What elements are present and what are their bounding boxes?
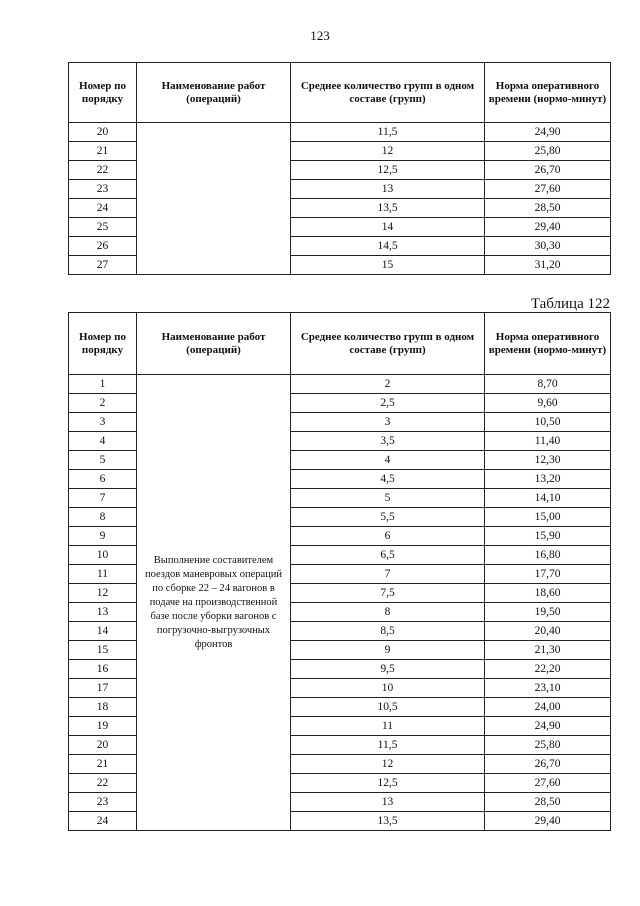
cell-num: 4 xyxy=(69,432,137,451)
cell-num: 2 xyxy=(69,394,137,413)
cell-groups: 4 xyxy=(291,451,485,470)
cell-num: 18 xyxy=(69,698,137,717)
cell-norm: 18,60 xyxy=(485,584,611,603)
cell-groups: 13 xyxy=(291,793,485,812)
cell-groups: 6,5 xyxy=(291,546,485,565)
table-row xyxy=(69,123,611,142)
header-name: Наименование работ (операций) xyxy=(137,313,291,375)
cell-num: 17 xyxy=(69,679,137,698)
cell-num: 3 xyxy=(69,413,137,432)
cell-num: 11 xyxy=(69,565,137,584)
cell-norm: 11,40 xyxy=(485,432,611,451)
cell-num: 23 xyxy=(69,180,137,199)
cell-groups: 4,5 xyxy=(291,470,485,489)
cell-num: 24 xyxy=(69,812,137,831)
cell-num: 26 xyxy=(69,237,137,256)
cell-groups: 13,5 xyxy=(291,812,485,831)
cell-norm: 27,60 xyxy=(485,180,611,199)
cell-norm: 19,50 xyxy=(485,603,611,622)
cell-norm: 24,90 xyxy=(485,123,611,142)
cell-groups: 12,5 xyxy=(291,774,485,793)
cell-num: 27 xyxy=(69,256,137,275)
cell-groups: 8,5 xyxy=(291,622,485,641)
table-body xyxy=(69,375,611,831)
cell-norm: 17,70 xyxy=(485,565,611,584)
cell-groups: 10 xyxy=(291,679,485,698)
cell-norm: 20,40 xyxy=(485,622,611,641)
cell-norm: 15,90 xyxy=(485,527,611,546)
cell-num: 20 xyxy=(69,123,137,142)
cell-groups: 14,5 xyxy=(291,237,485,256)
cell-norm: 31,20 xyxy=(485,256,611,275)
cell-num: 22 xyxy=(69,161,137,180)
cell-groups: 9,5 xyxy=(291,660,485,679)
cell-groups: 2 xyxy=(291,375,485,394)
cell-norm: 10,50 xyxy=(485,413,611,432)
cell-norm: 26,70 xyxy=(485,161,611,180)
cell-norm: 24,00 xyxy=(485,698,611,717)
cell-norm: 27,60 xyxy=(485,774,611,793)
table-header-row xyxy=(69,313,611,375)
cell-num: 6 xyxy=(69,470,137,489)
cell-norm: 24,90 xyxy=(485,717,611,736)
cell-norm: 22,20 xyxy=(485,660,611,679)
cell-groups: 9 xyxy=(291,641,485,660)
cell-num: 5 xyxy=(69,451,137,470)
cell-groups: 12,5 xyxy=(291,161,485,180)
cell-groups: 5,5 xyxy=(291,508,485,527)
cell-norm: 28,50 xyxy=(485,793,611,812)
operation-description xyxy=(137,123,291,275)
cell-groups: 14 xyxy=(291,218,485,237)
cell-num: 21 xyxy=(69,142,137,161)
cell-groups: 6 xyxy=(291,527,485,546)
table-row xyxy=(69,375,611,394)
cell-num: 13 xyxy=(69,603,137,622)
operation-description: Выполнение составителем поездов маневровых операций по сборке 22 – 24 вагонов в подаче на производственной базе после уборки вагонов с погрузочно-выгрузочных фронтов xyxy=(137,375,291,831)
page-number: 123 xyxy=(310,28,330,43)
cell-num: 9 xyxy=(69,527,137,546)
table-caption: Таблица 122 xyxy=(530,296,610,312)
cell-norm: 25,80 xyxy=(485,142,611,161)
header-norm: Норма оперативного времени (нормо-минут) xyxy=(485,313,611,375)
cell-groups: 12 xyxy=(291,142,485,161)
cell-num: 21 xyxy=(69,755,137,774)
header-groups: Среднее количество групп в одном составе (групп) xyxy=(291,313,485,375)
table-body xyxy=(69,123,611,275)
cell-norm: 12,30 xyxy=(485,451,611,470)
norms-table-continued xyxy=(68,62,611,275)
cell-num: 15 xyxy=(69,641,137,660)
cell-num: 19 xyxy=(69,717,137,736)
cell-groups: 11 xyxy=(291,717,485,736)
cell-groups: 3 xyxy=(291,413,485,432)
header-name: Наименование работ (операций) xyxy=(137,63,291,123)
header-groups: Среднее количество групп в одном составе (групп) xyxy=(291,63,485,123)
cell-num: 16 xyxy=(69,660,137,679)
cell-norm: 9,60 xyxy=(485,394,611,413)
cell-num: 23 xyxy=(69,793,137,812)
cell-norm: 15,00 xyxy=(485,508,611,527)
header-norm: Норма оперативного времени (нормо-минут) xyxy=(485,63,611,123)
cell-groups: 11,5 xyxy=(291,736,485,755)
cell-groups: 13,5 xyxy=(291,199,485,218)
cell-norm: 25,80 xyxy=(485,736,611,755)
cell-groups: 7 xyxy=(291,565,485,584)
cell-norm: 8,70 xyxy=(485,375,611,394)
cell-norm: 26,70 xyxy=(485,755,611,774)
cell-num: 14 xyxy=(69,622,137,641)
cell-groups: 13 xyxy=(291,180,485,199)
cell-norm: 28,50 xyxy=(485,199,611,218)
cell-norm: 23,10 xyxy=(485,679,611,698)
header-num: Номер по порядку xyxy=(69,63,137,123)
cell-norm: 29,40 xyxy=(485,812,611,831)
cell-num: 24 xyxy=(69,199,137,218)
table-header-row xyxy=(69,63,611,123)
cell-groups: 5 xyxy=(291,489,485,508)
cell-num: 20 xyxy=(69,736,137,755)
cell-groups: 11,5 xyxy=(291,123,485,142)
cell-num: 8 xyxy=(69,508,137,527)
cell-norm: 30,30 xyxy=(485,237,611,256)
cell-groups: 7,5 xyxy=(291,584,485,603)
cell-num: 7 xyxy=(69,489,137,508)
cell-groups: 15 xyxy=(291,256,485,275)
cell-groups: 3,5 xyxy=(291,432,485,451)
cell-norm: 14,10 xyxy=(485,489,611,508)
cell-norm: 21,30 xyxy=(485,641,611,660)
cell-num: 12 xyxy=(69,584,137,603)
cell-norm: 29,40 xyxy=(485,218,611,237)
cell-norm: 13,20 xyxy=(485,470,611,489)
cell-groups: 10,5 xyxy=(291,698,485,717)
cell-groups: 8 xyxy=(291,603,485,622)
cell-groups: 2,5 xyxy=(291,394,485,413)
cell-groups: 12 xyxy=(291,755,485,774)
header-num: Номер по порядку xyxy=(69,313,137,375)
cell-norm: 16,80 xyxy=(485,546,611,565)
cell-num: 22 xyxy=(69,774,137,793)
cell-num: 1 xyxy=(69,375,137,394)
cell-num: 25 xyxy=(69,218,137,237)
norms-table-122 xyxy=(68,312,611,831)
cell-num: 10 xyxy=(69,546,137,565)
